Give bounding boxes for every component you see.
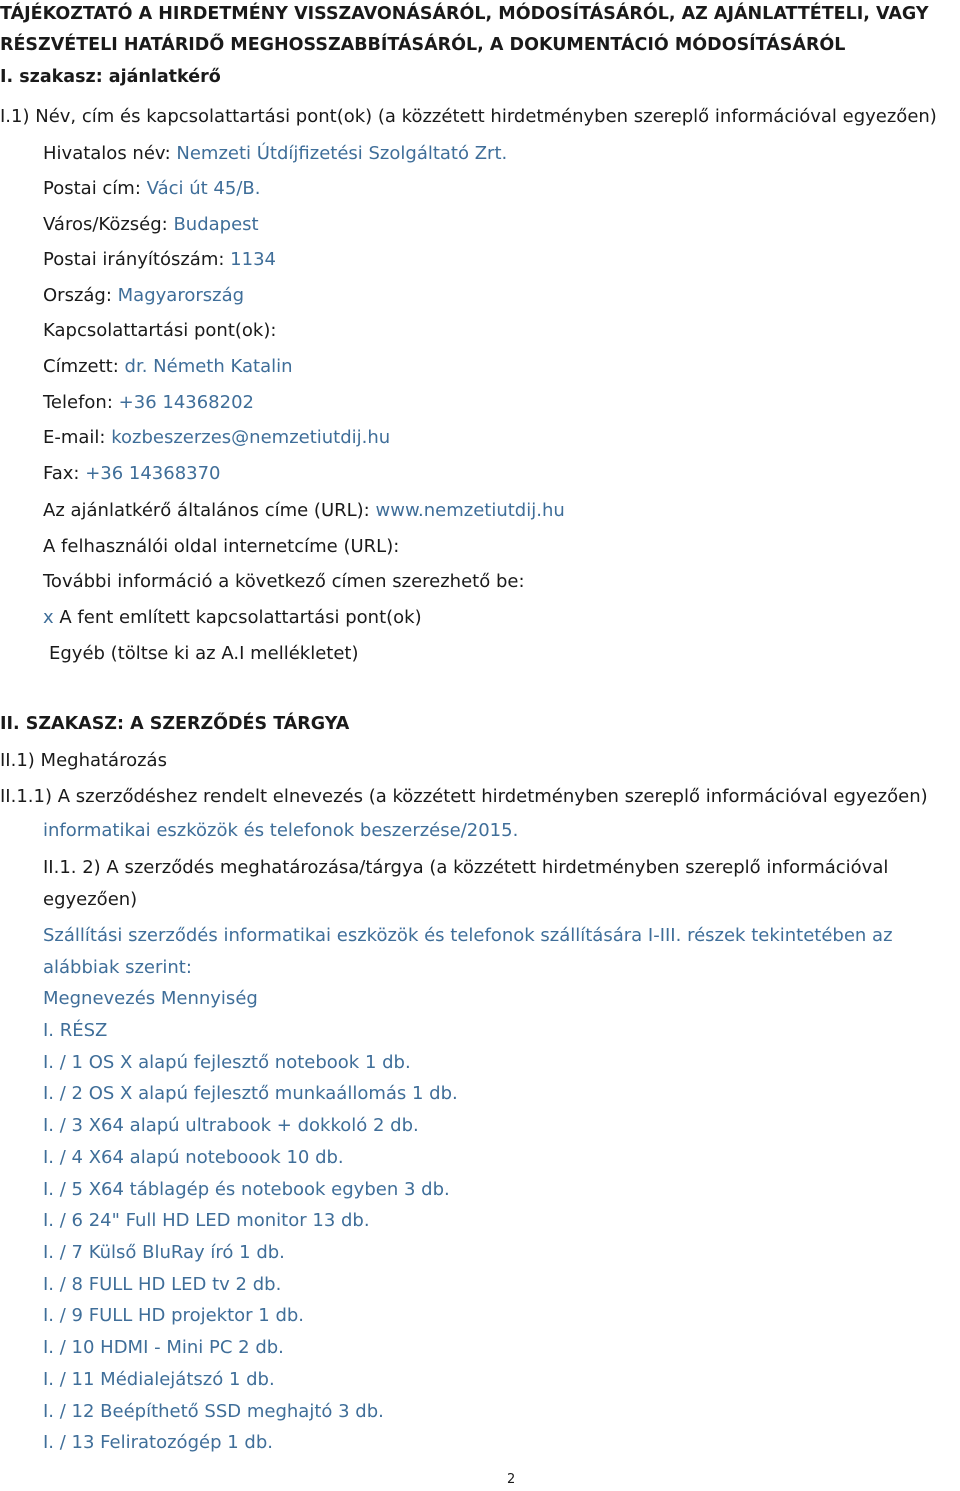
- postal-address-value: Váci út 45/B.: [146, 178, 261, 199]
- email-row: [43, 427, 390, 449]
- selected-option-mark: x: [43, 607, 54, 628]
- list-item: I. / 4 X64 alapú noteboook 10 db.: [43, 1147, 344, 1168]
- addressee-label: Címzett:: [43, 356, 119, 377]
- official-name-value: Nemzeti Útdíjfizetési Szolgáltató Zrt.: [176, 143, 508, 164]
- document-title-line-1: TÁJÉKOZTATÓ A HIRDETMÉNY VISSZAVONÁSÁRÓL, MÓDOSÍTÁSÁRÓL, AZ AJÁNLATTÉTELI, VAGY: [0, 4, 929, 24]
- further-info-option-1: [43, 607, 422, 629]
- phone-row: [43, 392, 254, 414]
- country-label: Ország:: [43, 285, 112, 306]
- city-value: Budapest: [173, 214, 259, 235]
- further-info-option-1-label: A fent említett kapcsolattartási pont(ok): [59, 607, 422, 628]
- list-item: I. / 2 OS X alapú fejlesztő munkaállomás 1 db.: [43, 1083, 458, 1104]
- items-table-header: Megnevezés Mennyiség: [43, 988, 258, 1009]
- list-item: I. / 8 FULL HD LED tv 2 db.: [43, 1274, 282, 1295]
- fax-value: +36 14368370: [85, 463, 221, 484]
- section-2-1-2-heading-line-1: II.1. 2) A szerződés meghatározása/tárgya (a közzétett hirdetményben szereplő információval: [43, 857, 889, 878]
- official-name-row: [43, 143, 507, 165]
- city-row: [43, 214, 259, 236]
- general-url-label: Az ajánlatkérő általános címe (URL):: [43, 500, 370, 521]
- page-number: 2: [507, 1472, 516, 1487]
- fax-row: [43, 463, 221, 485]
- list-item: I. / 7 Külső BluRay író 1 db.: [43, 1242, 285, 1263]
- postcode-row: [43, 249, 276, 271]
- document-title-line-2: RÉSZVÉTELI HATÁRIDŐ MEGHOSSZABBÍTÁSÁRÓL, A DOKUMENTÁCIÓ MÓDOSÍTÁSÁRÓL: [0, 35, 846, 55]
- list-item: I. / 5 X64 táblagép és notebook egyben 3 db.: [43, 1179, 450, 1200]
- general-url-link[interactable]: www.nemzetiutdij.hu: [375, 500, 565, 521]
- general-url-row: [43, 500, 565, 522]
- further-info-label: További információ a következő címen szerezhető be:: [43, 571, 525, 592]
- postcode-label: Postai irányítószám:: [43, 249, 225, 270]
- email-link[interactable]: kozbeszerzes@nemzetiutdij.hu: [111, 427, 391, 448]
- official-name-label: Hivatalos név:: [43, 143, 171, 164]
- list-item: I. / 1 OS X alapú fejlesztő notebook 1 db.: [43, 1052, 411, 1073]
- list-item: I. / 10 HDMI - Mini PC 2 db.: [43, 1337, 284, 1358]
- buyer-profile-url-label: A felhasználói oldal internetcíme (URL):: [43, 536, 400, 557]
- postal-address-label: Postai cím:: [43, 178, 141, 199]
- list-item: I. / 3 X64 alapú ultrabook + dokkoló 2 db.: [43, 1115, 419, 1136]
- contract-description-line-1: Szállítási szerződés informatikai eszközök és telefonok szállítására I-III. részek tekintetében az: [43, 925, 893, 946]
- country-value: Magyarország: [117, 285, 245, 306]
- postal-address-row: [43, 178, 260, 200]
- contact-points-label: Kapcsolattartási pont(ok):: [43, 320, 277, 341]
- part-label: I. RÉSZ: [43, 1020, 108, 1041]
- list-item: I. / 11 Médialejátszó 1 db.: [43, 1369, 275, 1390]
- section-2-1-2-heading-line-2: egyezően): [43, 889, 138, 910]
- section-1-heading: I. szakasz: ajánlatkérő: [0, 67, 221, 87]
- list-item: I. / 6 24" Full HD LED monitor 13 db.: [43, 1210, 370, 1231]
- postcode-value: 1134: [230, 249, 276, 270]
- city-label: Város/Község:: [43, 214, 168, 235]
- section-2-heading: II. SZAKASZ: A SZERZŐDÉS TÁRGYA: [0, 714, 350, 734]
- list-item: I. / 9 FULL HD projektor 1 db.: [43, 1305, 305, 1326]
- contract-title-value: informatikai eszközök és telefonok beszerzése/2015.: [43, 820, 519, 841]
- list-item: I. / 13 Feliratozógép 1 db.: [43, 1432, 273, 1453]
- fax-label: Fax:: [43, 463, 80, 484]
- section-2-1-1-heading: II.1.1) A szerződéshez rendelt elnevezés (a közzétett hirdetményben szereplő információval egyezően): [0, 786, 928, 807]
- country-row: [43, 285, 244, 307]
- phone-value: +36 14368202: [118, 392, 254, 413]
- list-item: I. / 12 Beépíthető SSD meghajtó 3 db.: [43, 1401, 384, 1422]
- addressee-row: [43, 356, 293, 378]
- section-1-1-heading: I.1) Név, cím és kapcsolattartási pont(ok) (a közzétett hirdetményben szereplő információval egyezően): [0, 106, 937, 127]
- section-2-1-heading: II.1) Meghatározás: [0, 750, 167, 771]
- contract-description-line-2: alábbiak szerint:: [43, 957, 192, 978]
- further-info-option-2-label: Egyéb (töltse ki az A.I mellékletet): [49, 643, 359, 664]
- addressee-value: dr. Németh Katalin: [124, 356, 293, 377]
- email-label: E-mail:: [43, 427, 106, 448]
- phone-label: Telefon:: [43, 392, 113, 413]
